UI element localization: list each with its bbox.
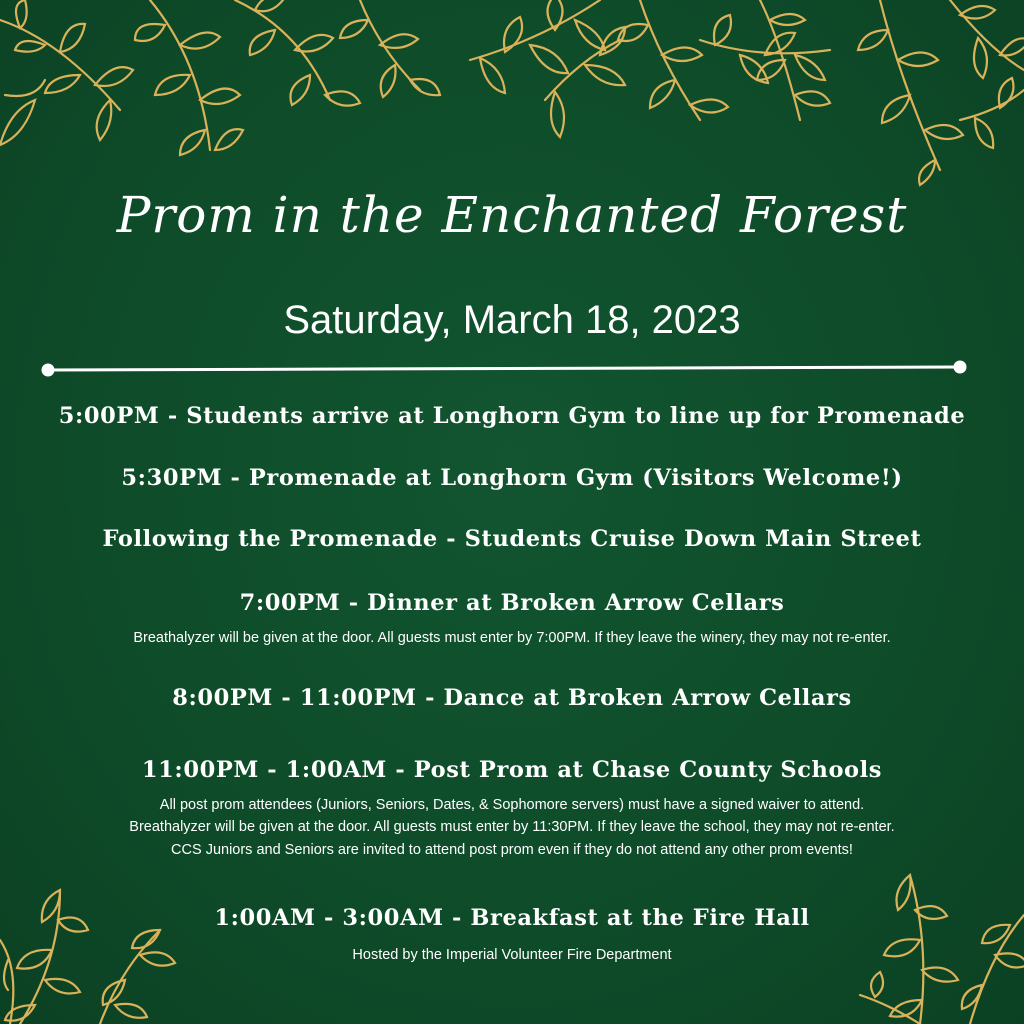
event-date: Saturday, March 18, 2023 <box>283 298 741 342</box>
post-prom-note-3: CCS Juniors and Seniors are invited to attend post prom even if they do not attend any other prom events! <box>171 842 853 858</box>
divider-line <box>40 358 970 382</box>
breakfast-note: Hosted by the Imperial Volunteer Fire Department <box>352 947 672 963</box>
schedule-item-cruise: Following the Promenade - Students Cruise Down Main Street <box>102 526 922 552</box>
poster-title: Prom in the Enchanted Forest <box>116 186 908 244</box>
schedule-item-promenade: 5:30PM - Promenade at Longhorn Gym (Visitors Welcome!) <box>121 465 903 491</box>
gold-leaf-branch-icon <box>0 0 1024 190</box>
post-prom-note-2: Breathalyzer will be given at the door. All guests must enter by 11:30PM. If they leave the school, they may not re-enter. <box>129 819 895 835</box>
schedule-item-dance: 8:00PM - 11:00PM - Dance at Broken Arrow Cellars <box>172 685 852 711</box>
dinner-note: Breathalyzer will be given at the door. All guests must enter by 7:00PM. If they leave the winery, they may not re-enter. <box>133 630 891 646</box>
schedule-item-arrival: 5:00PM - Students arrive at Longhorn Gym to line up for Promenade <box>58 403 966 429</box>
schedule-item-post-prom: 11:00PM - 1:00AM - Post Prom at Chase County Schools <box>141 757 883 783</box>
post-prom-note-1: All post prom attendees (Juniors, Seniors, Dates, & Sophomore servers) must have a signed waiver to attend. <box>159 797 865 813</box>
schedule-item-breakfast: 1:00AM - 3:00AM - Breakfast at the Fire Hall <box>214 905 810 931</box>
schedule-item-dinner: 7:00PM - Dinner at Broken Arrow Cellars <box>239 590 785 616</box>
